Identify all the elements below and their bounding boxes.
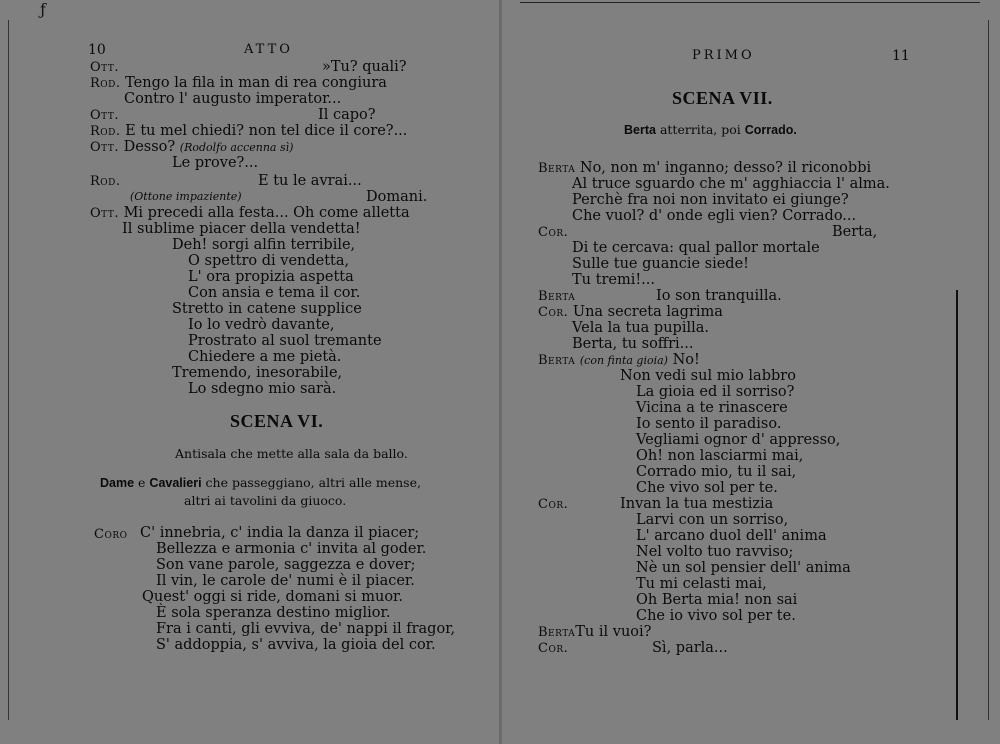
verse-text: Berta, [832, 224, 878, 240]
verse-text: Una secreta lagrima [572, 304, 723, 320]
verse-text: Al truce sguardo che m' agghiaccia l' alma. [572, 176, 890, 192]
chorus-line: Son vane parole, saggezza e dover; [156, 557, 416, 573]
verse-text: No, non m' inganno; desso? il riconobbi [579, 160, 872, 176]
chorus-line: Bellezza e armonia c' invita al goder. [156, 541, 427, 557]
verse-text: L' arcano duol dell' anima [636, 528, 827, 544]
chorus-line: Quest' oggi si ride, domani si muor. [142, 589, 403, 605]
dialogue-line [538, 624, 651, 641]
verse-text: Sulle tue guancie siede! [572, 256, 749, 272]
scan-edge-line [8, 20, 9, 720]
speaker-label: Cor. [538, 225, 569, 240]
speaker-label: Berta [538, 161, 576, 176]
verse-text: Non vedi sul mio labbro [620, 368, 796, 384]
dialogue-line [90, 123, 407, 140]
scan-edge-line [988, 20, 989, 720]
verse-text: Lo sdegno mio sarà. [188, 381, 337, 397]
verse-text: Tu tremi!... [572, 272, 655, 288]
speaker-label: Ott. [90, 60, 119, 75]
speaker-label: Rod. [90, 174, 121, 189]
speaker-label: Berta [538, 289, 576, 304]
stage-direction: (Rodolfo accenna sì) [179, 141, 294, 154]
verse-text: Nè un sol pensier dell' anima [636, 560, 851, 576]
speaker-label: Cor. [538, 497, 569, 512]
right-page-number: 11 [892, 48, 910, 64]
dialogue-line [90, 75, 387, 92]
scan-top-edge [520, 2, 980, 3]
verse-text: Oh! non lasciarmi mai, [636, 448, 804, 464]
character-name: Corrado. [744, 123, 797, 137]
character-name: Berta [624, 123, 656, 137]
chorus-line: C' innebria, c' india la danza il piacer; [140, 525, 420, 541]
verse-text: Sì, parla... [652, 640, 728, 656]
connector-text: e [138, 475, 146, 490]
speaker-label: Ott. [90, 140, 119, 155]
verse-text: Prostrato al suol tremante [188, 333, 382, 349]
verse-text: La gioia ed il sorriso? [636, 384, 795, 400]
verse-text: Larvi con un sorriso, [636, 512, 789, 528]
verse-text: Contro l' augusto imperator... [124, 91, 342, 107]
speaker-label: Rod. [90, 124, 121, 139]
verse-text: Io lo vedrò davante, [188, 317, 335, 333]
verse-text: Berta, tu soffri... [572, 336, 694, 352]
verse-text: Vegliami ognor d' appresso, [636, 432, 841, 448]
left-running-head: ATTO [244, 42, 293, 57]
verse-text: Invan la tua mestizia [620, 496, 774, 512]
verse-text: Desso? [123, 139, 176, 155]
stage-direction: (con finta gioia) [579, 354, 668, 367]
character-list [100, 475, 421, 490]
verse-text: Che io vivo sol per te. [636, 608, 796, 624]
verse-text: Il capo? [318, 107, 376, 123]
dialogue-line [538, 160, 871, 177]
dialogue-line [90, 139, 293, 156]
scene-title: SCENA VI. [230, 411, 324, 431]
stage-direction: (Ottone impaziente) [130, 190, 242, 203]
verse-text: Che vuol? d' onde egli vien? Corrado... [572, 208, 857, 224]
verse-text: Deh! sorgi alfin terribile, [172, 237, 356, 253]
verse-text: E tu le avrai... [258, 173, 362, 189]
scene-setting: Antisala che mette alla sala da ballo. [175, 446, 408, 461]
verse-text: Le prove?... [172, 155, 259, 171]
right-running-head: PRIMO [692, 48, 755, 63]
character-name: Cavalieri [149, 476, 202, 490]
speaker-label: Cor. [538, 641, 569, 656]
chorus-line: S' addoppia, s' avviva, la gioia del cor. [156, 637, 436, 653]
verse-text: L' ora propizia aspetta [188, 269, 354, 285]
verse-text: Che vivo sol per te. [636, 480, 778, 496]
scene-title: SCENA VII. [672, 88, 773, 108]
right-page [500, 0, 1000, 744]
action-text: che passeggiano, altri alle mense, [205, 475, 421, 490]
dialogue-line [538, 352, 700, 369]
action-text: altri ai tavolini da giuoco. [184, 493, 347, 508]
speaker-label: Ott. [90, 206, 119, 221]
verse-text: Di te cercava: qual pallor mortale [572, 240, 820, 256]
verse-text: Corrado mio, tu il sai, [636, 464, 797, 480]
character-name: Dame [100, 476, 135, 490]
speaker-label: Berta [538, 353, 576, 368]
speaker-label: Coro [94, 527, 128, 542]
dialogue-line [90, 173, 121, 190]
verse-text: »Tu? quali? [322, 59, 407, 75]
speaker-label: Berta [538, 625, 576, 640]
verse-text: Tengo la fila in man di rea congiura [125, 75, 387, 91]
verse-text: E tu mel chiedi? non tel dice il core?... [125, 123, 408, 139]
scan-edge-line [956, 290, 958, 720]
verse-text: Perchè fra noi non invitato ei giunge? [572, 192, 849, 208]
verse-text: Vicina a te rinascere [636, 400, 788, 416]
verse-text: Vela la tua pupilla. [572, 320, 709, 336]
dialogue-line [90, 107, 119, 124]
scan-mark: ƒ [40, 0, 46, 19]
action-text: atterrita, poi [659, 122, 741, 137]
verse-text: Oh Berta mia! non sai [636, 592, 798, 608]
verse-text: Con ansia e tema il cor. [188, 285, 361, 301]
dialogue-line [538, 304, 723, 321]
chorus-line: Il vin, le carole de' numi è il piacer. [156, 573, 415, 589]
left-page-number: 10 [88, 42, 106, 58]
verse-text: Nel volto tuo ravviso; [636, 544, 794, 560]
verse-text: No! [672, 352, 700, 368]
verse-text: Tu mi celasti mai, [636, 576, 767, 592]
verse-text: Mi precedi alla festa... Oh come alletta [123, 205, 410, 221]
chorus-line: È sola speranza destino miglior. [156, 605, 391, 621]
verse-text: Io sento il paradiso. [636, 416, 782, 432]
verse-text: Io son tranquilla. [656, 288, 782, 304]
verse-text: Chiedere a me pietà. [188, 349, 342, 365]
verse-text: Stretto in catene supplice [172, 301, 362, 317]
speaker-label: Rod. [90, 76, 121, 91]
verse-text: O spettro di vendetta, [188, 253, 350, 269]
speaker-label: Cor. [538, 305, 569, 320]
dialogue-line [90, 59, 119, 76]
dialogue-line [90, 205, 410, 222]
verse-text: Tu il vuoi? [575, 624, 652, 640]
chorus-line: Fra i canti, gli evviva, de' nappi il fragor, [156, 621, 456, 637]
verse-text: Domani. [366, 189, 428, 205]
verse-text: Il sublime piacer della vendetta! [122, 221, 361, 237]
verse-text: Tremendo, inesorabile, [172, 365, 343, 381]
speaker-label: Ott. [90, 108, 119, 123]
character-list [624, 122, 797, 137]
